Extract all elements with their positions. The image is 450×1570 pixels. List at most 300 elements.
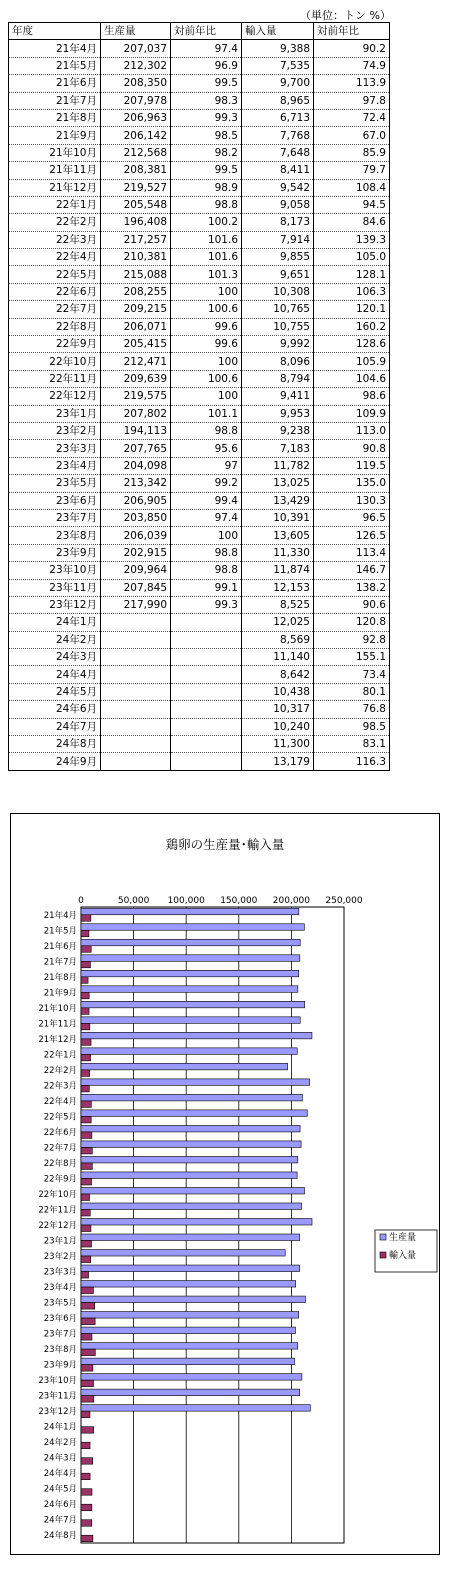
period-cell: 21年11月 <box>9 162 101 179</box>
category-label: 22年3月 <box>43 1081 77 1092</box>
imports-cell: 13,605 <box>242 527 314 544</box>
table-row <box>9 249 390 266</box>
imports-cell: 11,140 <box>242 649 314 666</box>
table-row <box>9 231 390 248</box>
category-label: 21年12月 <box>38 1034 77 1045</box>
imports-yoy-cell: 94.5 <box>314 196 390 213</box>
production-cell: 207,978 <box>101 92 171 109</box>
production-cell: 219,527 <box>101 179 171 196</box>
imports-bar <box>81 1334 92 1341</box>
production-cell <box>101 666 171 683</box>
x-tick-label: 50,000 <box>117 896 150 906</box>
production-yoy-cell: 97 <box>171 457 242 474</box>
imports-yoy-cell: 80.1 <box>314 683 390 700</box>
imports-bar <box>81 1178 92 1185</box>
imports-yoy-cell: 97.8 <box>314 92 390 109</box>
production-cell: 207,037 <box>101 40 171 57</box>
production-bar <box>81 908 299 915</box>
table-row <box>9 179 390 196</box>
production-yoy-cell <box>171 666 242 683</box>
period-cell: 22年6月 <box>9 283 101 300</box>
imports-bar <box>81 1039 91 1046</box>
production-bar <box>81 1094 302 1101</box>
category-label: 22年2月 <box>43 1065 77 1076</box>
imports-bar <box>81 1287 93 1294</box>
imports-cell: 11,874 <box>242 562 314 579</box>
imports-bar <box>81 1085 89 1092</box>
category-label: 21年6月 <box>43 941 77 952</box>
table-row <box>9 144 390 161</box>
category-label: 21年5月 <box>43 926 77 937</box>
category-label: 23年8月 <box>43 1345 77 1356</box>
imports-yoy-cell: 76.8 <box>314 701 390 718</box>
period-cell: 21年10月 <box>9 144 101 161</box>
period-cell: 24年2月 <box>9 631 101 648</box>
imports-bar <box>81 1442 90 1449</box>
production-bar <box>81 970 299 977</box>
imports-cell: 10,438 <box>242 683 314 700</box>
category-label: 21年10月 <box>38 1003 77 1014</box>
production-bar <box>81 1032 312 1039</box>
table-row <box>9 544 390 561</box>
production-bar <box>81 1187 305 1194</box>
data-table <box>8 22 390 771</box>
imports-yoy-cell: 116.3 <box>314 753 390 770</box>
imports-cell: 8,794 <box>242 370 314 387</box>
imports-yoy-cell: 67.0 <box>314 127 390 144</box>
imports-cell: 10,755 <box>242 318 314 335</box>
imports-bar <box>81 1380 93 1387</box>
period-cell: 23年5月 <box>9 475 101 492</box>
production-yoy-cell: 97.4 <box>171 509 242 526</box>
category-label: 21年4月 <box>43 910 77 921</box>
table-row <box>9 266 390 283</box>
imports-cell: 9,855 <box>242 249 314 266</box>
imports-cell: 9,411 <box>242 388 314 405</box>
header-imports-yoy: 対前年比 <box>314 23 390 40</box>
production-yoy-cell <box>171 649 242 666</box>
table-row <box>9 388 390 405</box>
table-row <box>9 127 390 144</box>
production-bar <box>81 1312 299 1319</box>
production-bar <box>81 1343 298 1350</box>
category-label: 24年3月 <box>43 1453 77 1464</box>
x-tick-label: 0 <box>78 896 84 906</box>
production-yoy-cell <box>171 718 242 735</box>
category-label: 23年3月 <box>43 1267 77 1278</box>
chart-area <box>10 813 440 1555</box>
imports-yoy-cell: 146.7 <box>314 562 390 579</box>
production-yoy-cell: 99.4 <box>171 492 242 509</box>
table-row <box>9 631 390 648</box>
period-cell: 21年4月 <box>9 40 101 57</box>
production-cell <box>101 631 171 648</box>
production-yoy-cell <box>171 701 242 718</box>
production-cell: 213,342 <box>101 475 171 492</box>
imports-bar <box>81 915 91 922</box>
period-cell: 23年2月 <box>9 422 101 439</box>
period-cell: 23年8月 <box>9 527 101 544</box>
production-bar <box>81 1405 310 1412</box>
imports-yoy-cell: 83.1 <box>314 736 390 753</box>
header-period: 年度 <box>9 23 101 40</box>
production-cell: 209,639 <box>101 370 171 387</box>
imports-yoy-cell: 135.0 <box>314 475 390 492</box>
imports-bar <box>81 1225 91 1232</box>
imports-cell: 7,535 <box>242 57 314 74</box>
production-yoy-cell: 100 <box>171 283 242 300</box>
production-bar <box>81 939 300 946</box>
imports-cell: 11,782 <box>242 457 314 474</box>
production-cell: 196,408 <box>101 214 171 231</box>
chart-title: 鶏卵の生産量･輸入量 <box>165 837 285 852</box>
table-row <box>9 440 390 457</box>
production-bar <box>81 1063 288 1070</box>
table-row <box>9 336 390 353</box>
imports-yoy-cell: 139.3 <box>314 231 390 248</box>
imports-yoy-cell: 130.3 <box>314 492 390 509</box>
production-yoy-cell: 100 <box>171 527 242 544</box>
production-bar <box>81 1358 294 1365</box>
table-row <box>9 666 390 683</box>
production-yoy-cell <box>171 631 242 648</box>
imports-bar <box>81 961 90 968</box>
production-cell: 215,088 <box>101 266 171 283</box>
production-bar <box>81 1327 295 1334</box>
period-cell: 24年7月 <box>9 718 101 735</box>
production-cell: 206,963 <box>101 109 171 126</box>
table-row <box>9 562 390 579</box>
period-cell: 21年6月 <box>9 75 101 92</box>
imports-yoy-cell: 90.8 <box>314 440 390 457</box>
production-cell <box>101 649 171 666</box>
imports-yoy-cell: 160.2 <box>314 318 390 335</box>
production-cell <box>101 718 171 735</box>
production-bar <box>81 1156 298 1163</box>
production-cell: 203,850 <box>101 509 171 526</box>
imports-cell: 11,300 <box>242 736 314 753</box>
period-cell: 24年4月 <box>9 666 101 683</box>
production-cell: 194,113 <box>101 422 171 439</box>
imports-cell: 7,648 <box>242 144 314 161</box>
production-bar <box>81 1001 305 1008</box>
production-yoy-cell: 99.1 <box>171 579 242 596</box>
category-label: 22年4月 <box>43 1096 77 1107</box>
production-cell: 205,415 <box>101 336 171 353</box>
period-cell: 23年4月 <box>9 457 101 474</box>
imports-bar <box>81 1209 90 1216</box>
production-bar <box>81 1250 285 1257</box>
production-yoy-cell: 100.6 <box>171 301 242 318</box>
production-cell: 206,071 <box>101 318 171 335</box>
production-yoy-cell: 97.4 <box>171 40 242 57</box>
imports-cell: 10,391 <box>242 509 314 526</box>
period-cell: 21年7月 <box>9 92 101 109</box>
production-bar <box>81 1296 305 1303</box>
table-row <box>9 109 390 126</box>
imports-cell: 6,713 <box>242 109 314 126</box>
period-cell: 22年5月 <box>9 266 101 283</box>
imports-cell: 9,953 <box>242 405 314 422</box>
table-header-row <box>9 23 390 40</box>
legend-swatch <box>380 1234 386 1240</box>
legend-label: 輸入量 <box>389 1251 417 1261</box>
production-cell: 219,575 <box>101 388 171 405</box>
imports-cell: 7,914 <box>242 231 314 248</box>
production-yoy-cell: 98.8 <box>171 562 242 579</box>
imports-bar <box>81 1023 90 1030</box>
production-yoy-cell: 100 <box>171 388 242 405</box>
period-cell: 24年3月 <box>9 649 101 666</box>
imports-yoy-cell: 90.6 <box>314 596 390 613</box>
production-yoy-cell: 101.1 <box>171 405 242 422</box>
production-yoy-cell: 100.2 <box>171 214 242 231</box>
imports-yoy-cell: 138.2 <box>314 579 390 596</box>
table-row <box>9 405 390 422</box>
production-bar <box>81 1048 297 1055</box>
imports-yoy-cell: 92.8 <box>314 631 390 648</box>
category-label: 24年6月 <box>43 1500 77 1511</box>
imports-cell: 8,569 <box>242 631 314 648</box>
production-yoy-cell: 101.3 <box>171 266 242 283</box>
table-row <box>9 596 390 613</box>
production-yoy-cell: 98.3 <box>171 92 242 109</box>
imports-yoy-cell: 119.5 <box>314 457 390 474</box>
table-row <box>9 649 390 666</box>
imports-cell: 13,025 <box>242 475 314 492</box>
production-cell: 204,098 <box>101 457 171 474</box>
table-row <box>9 57 390 74</box>
period-cell: 24年1月 <box>9 614 101 631</box>
imports-yoy-cell: 72.4 <box>314 109 390 126</box>
imports-bar <box>81 1396 94 1403</box>
table-row <box>9 422 390 439</box>
period-cell: 23年10月 <box>9 562 101 579</box>
imports-cell: 12,153 <box>242 579 314 596</box>
period-cell: 22年1月 <box>9 196 101 213</box>
production-bar <box>81 1374 302 1381</box>
production-cell: 210,381 <box>101 249 171 266</box>
imports-bar <box>81 1303 95 1310</box>
imports-cell: 9,238 <box>242 422 314 439</box>
imports-bar <box>81 1008 89 1015</box>
imports-cell: 7,183 <box>242 440 314 457</box>
category-label: 21年11月 <box>38 1019 77 1030</box>
imports-cell: 9,992 <box>242 336 314 353</box>
imports-yoy-cell: 155.1 <box>314 649 390 666</box>
table-row <box>9 475 390 492</box>
imports-bar <box>81 1101 91 1108</box>
imports-bar <box>81 930 89 937</box>
unit-note: （単位：トン %） <box>300 9 391 22</box>
table-row <box>9 683 390 700</box>
period-cell: 23年12月 <box>9 596 101 613</box>
imports-bar <box>81 992 89 999</box>
table-row <box>9 75 390 92</box>
bar-chart <box>11 814 439 1554</box>
imports-cell: 10,765 <box>242 301 314 318</box>
table-row <box>9 736 390 753</box>
imports-yoy-cell: 104.6 <box>314 370 390 387</box>
imports-cell: 10,308 <box>242 283 314 300</box>
production-cell: 212,568 <box>101 144 171 161</box>
category-label: 21年7月 <box>43 957 77 968</box>
imports-cell: 8,642 <box>242 666 314 683</box>
production-cell <box>101 683 171 700</box>
production-cell: 206,905 <box>101 492 171 509</box>
imports-bar <box>81 1054 91 1061</box>
production-cell: 217,257 <box>101 231 171 248</box>
production-bar <box>81 1141 301 1148</box>
period-cell: 23年9月 <box>9 544 101 561</box>
production-cell: 212,302 <box>101 57 171 74</box>
production-bar <box>81 1219 312 1226</box>
category-label: 23年4月 <box>43 1283 77 1294</box>
production-yoy-cell <box>171 683 242 700</box>
period-cell: 22年10月 <box>9 353 101 370</box>
production-yoy-cell: 98.8 <box>171 196 242 213</box>
period-cell: 24年5月 <box>9 683 101 700</box>
period-cell: 22年2月 <box>9 214 101 231</box>
table-row <box>9 457 390 474</box>
imports-cell: 10,317 <box>242 701 314 718</box>
table-row <box>9 527 390 544</box>
production-bar <box>81 1234 300 1241</box>
period-cell: 24年8月 <box>9 736 101 753</box>
table-row <box>9 718 390 735</box>
category-label: 22年5月 <box>43 1112 77 1123</box>
imports-bar <box>81 1194 90 1201</box>
imports-cell: 9,058 <box>242 196 314 213</box>
category-label: 22年1月 <box>43 1050 77 1061</box>
x-tick-label: 100,000 <box>167 896 205 906</box>
table-row <box>9 214 390 231</box>
imports-cell: 8,173 <box>242 214 314 231</box>
production-yoy-cell: 99.3 <box>171 109 242 126</box>
production-cell: 217,990 <box>101 596 171 613</box>
period-cell: 23年11月 <box>9 579 101 596</box>
production-cell <box>101 753 171 770</box>
period-cell: 22年3月 <box>9 231 101 248</box>
table-row <box>9 318 390 335</box>
imports-yoy-cell: 73.4 <box>314 666 390 683</box>
imports-yoy-cell: 105.0 <box>314 249 390 266</box>
production-cell: 202,915 <box>101 544 171 561</box>
production-yoy-cell: 100 <box>171 353 242 370</box>
category-label: 23年9月 <box>43 1360 77 1371</box>
category-label: 23年2月 <box>43 1252 77 1263</box>
production-bar <box>81 1389 300 1396</box>
category-label: 23年11月 <box>38 1391 77 1402</box>
production-yoy-cell: 95.6 <box>171 440 242 457</box>
category-label: 21年8月 <box>43 972 77 983</box>
imports-bar <box>81 1070 90 1077</box>
production-yoy-cell: 96.9 <box>171 57 242 74</box>
imports-cell: 9,388 <box>242 40 314 57</box>
production-yoy-cell: 99.6 <box>171 318 242 335</box>
production-yoy-cell: 99.2 <box>171 475 242 492</box>
production-cell <box>101 736 171 753</box>
category-label: 23年5月 <box>43 1298 77 1309</box>
x-tick-label: 250,000 <box>325 896 363 906</box>
category-label: 23年1月 <box>43 1236 77 1247</box>
category-label: 23年12月 <box>38 1407 77 1418</box>
production-yoy-cell: 98.8 <box>171 422 242 439</box>
category-label: 22年11月 <box>38 1205 77 1216</box>
imports-bar <box>81 1365 93 1372</box>
imports-yoy-cell: 90.2 <box>314 40 390 57</box>
table-row <box>9 301 390 318</box>
imports-yoy-cell: 98.5 <box>314 718 390 735</box>
imports-cell: 9,542 <box>242 179 314 196</box>
production-yoy-cell: 98.5 <box>171 127 242 144</box>
imports-yoy-cell: 108.4 <box>314 179 390 196</box>
production-yoy-cell: 99.6 <box>171 336 242 353</box>
production-cell: 208,350 <box>101 75 171 92</box>
header-production: 生産量 <box>101 23 171 40</box>
imports-cell: 13,429 <box>242 492 314 509</box>
table-row <box>9 509 390 526</box>
imports-bar <box>81 1132 92 1139</box>
imports-cell: 10,240 <box>242 718 314 735</box>
period-cell: 23年7月 <box>9 509 101 526</box>
imports-bar <box>81 1272 89 1279</box>
period-cell: 21年5月 <box>9 57 101 74</box>
imports-cell: 8,411 <box>242 162 314 179</box>
legend-label: 生産量 <box>389 1233 417 1243</box>
production-bar <box>81 986 298 993</box>
table-row <box>9 162 390 179</box>
production-bar <box>81 1125 300 1132</box>
production-yoy-cell: 101.6 <box>171 249 242 266</box>
table-row <box>9 283 390 300</box>
production-cell: 206,039 <box>101 527 171 544</box>
period-cell: 23年6月 <box>9 492 101 509</box>
imports-bar <box>81 1489 92 1496</box>
table-row <box>9 92 390 109</box>
legend-swatch <box>380 1252 386 1258</box>
period-cell: 22年4月 <box>9 249 101 266</box>
imports-yoy-cell: 128.1 <box>314 266 390 283</box>
period-cell: 21年12月 <box>9 179 101 196</box>
production-yoy-cell: 99.5 <box>171 162 242 179</box>
header-imports: 輸入量 <box>242 23 314 40</box>
imports-bar <box>81 1458 93 1465</box>
category-label: 24年8月 <box>43 1531 77 1542</box>
production-yoy-cell: 100.6 <box>171 370 242 387</box>
imports-yoy-cell: 128.6 <box>314 336 390 353</box>
imports-cell: 8,965 <box>242 92 314 109</box>
production-bar <box>81 1110 307 1117</box>
production-yoy-cell <box>171 736 242 753</box>
imports-cell: 13,179 <box>242 753 314 770</box>
period-cell: 21年8月 <box>9 109 101 126</box>
imports-yoy-cell: 74.9 <box>314 57 390 74</box>
table-row <box>9 353 390 370</box>
imports-cell: 9,700 <box>242 75 314 92</box>
production-bar <box>81 1079 310 1086</box>
imports-yoy-cell: 84.6 <box>314 214 390 231</box>
imports-bar <box>81 1256 91 1263</box>
table-row <box>9 370 390 387</box>
category-label: 24年5月 <box>43 1484 77 1495</box>
imports-cell: 9,651 <box>242 266 314 283</box>
category-label: 22年12月 <box>38 1221 77 1231</box>
production-cell: 209,215 <box>101 301 171 318</box>
production-cell: 209,964 <box>101 562 171 579</box>
production-bar <box>81 1281 296 1288</box>
production-yoy-cell: 98.2 <box>171 144 242 161</box>
